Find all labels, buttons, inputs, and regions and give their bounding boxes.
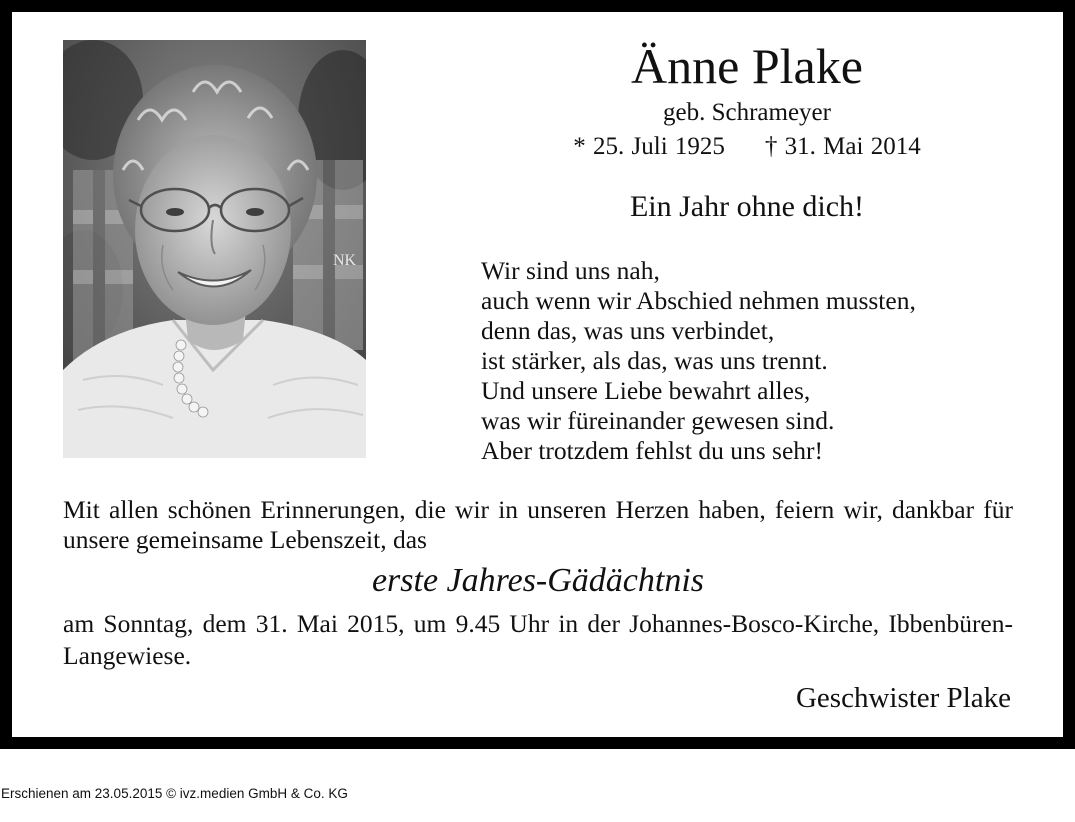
poem-line: Aber trotzdem fehlst du uns sehr!	[481, 436, 824, 465]
poem-line: auch wenn wir Abschied nehmen mussten,	[481, 286, 916, 315]
publication-footer: Erschienen am 23.05.2015 © ivz.medien GmbH & Co. KG	[1, 786, 348, 801]
life-dates	[502, 132, 992, 162]
poem-line: ist stärker, als das, was uns trennt.	[481, 346, 828, 375]
chair-monogram: NK	[333, 252, 357, 269]
portrait-photo-icon	[63, 40, 366, 458]
intro-paragraph: Mit allen schönen Erinnerungen, die wir in unseren Herzen haben, feiern wir, dankbar für unsere gemeinsame Lebenszeit, das	[63, 495, 1013, 554]
event-title: erste Jahres-Gädächtnis	[371, 562, 705, 599]
birth-date: * 25. Juli 1925	[573, 133, 725, 160]
event-details: am Sonntag, dem 31. Mai 2015, um 9.45 Uhr in der Johannes-Bosco-Kirche, Ibbenbüren-Langewiese.	[63, 609, 1013, 670]
poem-line: Wir sind uns nah,	[481, 256, 660, 285]
maiden-name: geb. Schrameyer	[663, 99, 831, 126]
poem-line: was wir füreinander gewesen sind.	[481, 406, 835, 435]
poem-line: denn das, was uns verbindet,	[481, 316, 775, 345]
portrait-photo	[63, 40, 366, 458]
deceased-name: Änne Plake	[631, 38, 863, 94]
poem-line: Und unsere Liebe bewahrt alles,	[481, 376, 811, 405]
anniversary-heading: Ein Jahr ohne dich!	[629, 190, 865, 223]
obituary-card	[12, 12, 1063, 737]
death-date: † 31. Mai 2014	[764, 133, 921, 160]
signature: Geschwister Plake	[795, 682, 1011, 714]
memorial-poem	[481, 256, 916, 466]
